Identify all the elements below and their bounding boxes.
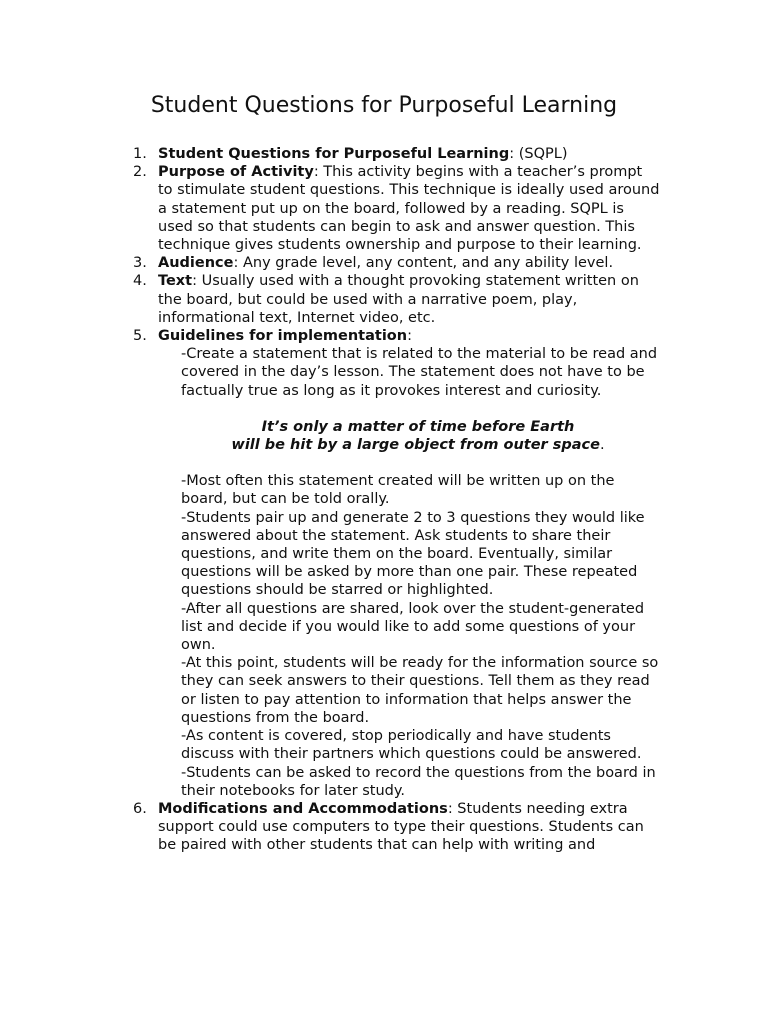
list-item-3 <box>130 254 660 272</box>
item-number: 1. <box>133 146 147 162</box>
guideline-intro: -Create a statement that is related to the material to be read and covered in the day’s lesson. The statement does not have to be factually true as long as it provokes interest and curiosity. <box>181 346 658 399</box>
guideline-step-1: -Most often this statement created will be written up on the board, but can be told orally. <box>181 473 615 508</box>
item-text: : <box>407 328 412 345</box>
item-number: 5. <box>133 328 147 345</box>
item-heading: Modifications and Accommodations <box>158 800 448 817</box>
item-heading: Audience <box>158 255 234 272</box>
item-list <box>130 145 660 855</box>
guideline-step-6: -Students can be asked to record the questions from the board in their notebooks for later study. <box>181 764 656 799</box>
item-heading: Purpose of Activity <box>158 164 314 181</box>
guidelines-block <box>181 345 660 800</box>
list-item-4 <box>130 272 660 327</box>
example-statement-line-2-text: will be hit by a large object from outer space <box>231 437 600 454</box>
item-text: : Any grade level, any content, and any ability level. <box>233 255 614 272</box>
list-item-1 <box>130 145 660 163</box>
example-statement-line-2 <box>153 436 683 454</box>
item-text: : Students needing extra support could use computers to type their questions. Students can be paired with other students that can help with writing and <box>158 800 644 854</box>
list-item-6 <box>130 800 660 855</box>
document-title: Student Questions for Purposeful Learning <box>150 93 618 118</box>
guideline-step-5: -As content is covered, stop periodically and have students discuss with their partners which questions could be answered. <box>181 728 642 763</box>
guideline-step-2: -Students pair up and generate 2 to 3 questions they would like answered about the statement. Ask students to share their questions, and write them on the board. Eventually, similar questions will be asked by more than one pair. These repeated questions should be starred or highlighted. <box>181 509 645 599</box>
example-statement-period: . <box>599 437 605 454</box>
item-number: 3. <box>133 255 147 272</box>
item-text: : (SQPL) <box>509 146 568 162</box>
item-number: 4. <box>133 273 147 290</box>
example-statement-line-1: It’s only a matter of time before Earth <box>261 418 575 435</box>
item-number: 6. <box>133 800 147 817</box>
guideline-step-4: -At this point, students will be ready for the information source so they can seek answers to their questions. Tell them as they read or listen to pay attention to information that helps answer the questions from the board. <box>181 655 659 726</box>
item-text: : This activity begins with a teacher’s prompt to stimulate student questions. This technique is ideally used around a statement put up on the board, followed by a reading. SQPL is used so that students can begin to ask and answer question. This technique gives students ownership and purpose to their learning. <box>158 164 660 254</box>
item-heading: Student Questions for Purposeful Learning <box>158 146 510 162</box>
list-item-2 <box>130 163 660 254</box>
item-number: 2. <box>133 164 147 181</box>
item-text: : Usually used with a thought provoking statement written on the board, but could be used with a narrative poem, play, informational text, Internet video, etc. <box>158 273 639 326</box>
item-heading: Guidelines for implementation <box>158 328 408 345</box>
item-heading: Text <box>158 273 193 290</box>
list-item-5 <box>130 327 660 800</box>
guideline-step-3: -After all questions are shared, look over the student-generated list and decide if you would like to add some questions of your own. <box>181 600 645 654</box>
example-statement <box>153 418 683 454</box>
